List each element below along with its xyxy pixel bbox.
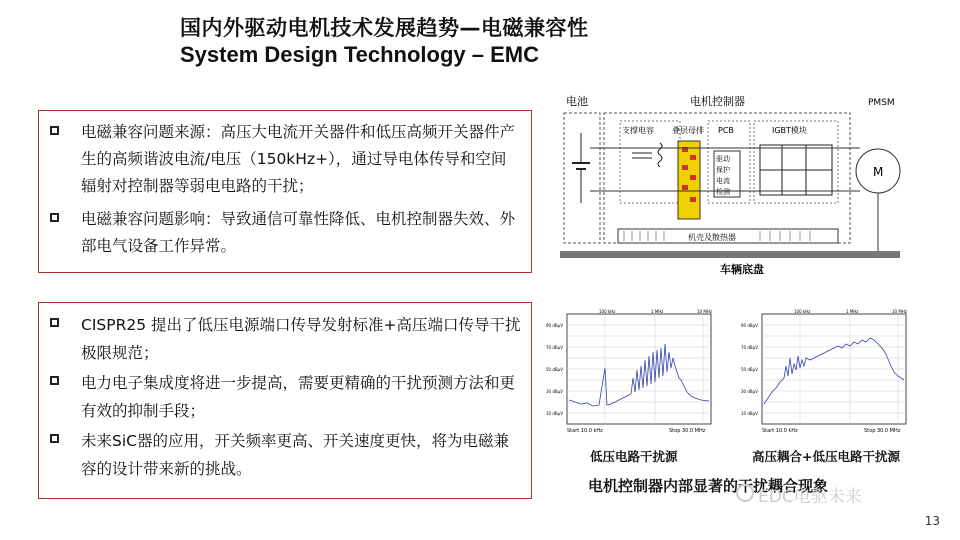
- igbt-label: IGBT模块: [772, 126, 807, 135]
- y-tick-label: 50 dBμV: [741, 367, 758, 372]
- bullet-text: CISPR25 提出了低压电源端口传导发射标准+高压端口传导干扰极限规范；: [81, 316, 521, 362]
- bullet-text: 电力电子集成度将进一步提高，需要更精确的干扰预测方法和更有效的抑制手段；: [81, 374, 516, 420]
- bullet-item: [47, 119, 521, 200]
- sample-label: 电流: [716, 177, 730, 185]
- chassis-bar: [560, 251, 900, 258]
- y-tick-label: 50 dBμV: [546, 367, 563, 372]
- emc-source-box: [38, 110, 532, 273]
- controller-label: 电机控制器: [690, 95, 745, 108]
- protect-label: 保护: [716, 166, 730, 174]
- pmsm-label: PMSM: [868, 98, 895, 108]
- coupling-caption: 电机控制器内部显著的干扰耦合现象: [588, 477, 829, 495]
- chassis-label: 车辆底盘: [720, 263, 764, 276]
- freq-mark-100k: 100 kHz: [794, 309, 811, 314]
- x-stop-label: Stop 30.0 MHz: [864, 428, 901, 434]
- y-tick-label: 10 dBμV: [546, 411, 563, 416]
- square-bullet-icon: [50, 434, 59, 443]
- square-bullet-icon: [50, 213, 59, 222]
- y-tick-label: 70 dBμV: [741, 345, 758, 350]
- square-bullet-icon: [50, 376, 59, 385]
- x-stop-label: Stop 30.0 MHz: [669, 428, 706, 434]
- battery-box: [564, 113, 600, 243]
- bullet-text: 电磁兼容问题来源：高压大电流开关器件和低压高频开关器件产生的高频谐波电流/电压（150kHz+），通过导电体传导和空间辐射对控制器等弱电电路的干扰；: [81, 123, 516, 195]
- y-tick-label: 10 dBμV: [741, 411, 758, 416]
- emc-system-diagram: [560, 93, 928, 278]
- bullet-item: [47, 206, 521, 260]
- freq-mark-10m: 10 MHz: [892, 309, 907, 314]
- spectrum-chart-high-voltage: [740, 308, 910, 438]
- square-bullet-icon: [50, 126, 59, 135]
- battery-icon: [572, 133, 590, 203]
- slide-title-cn: 国内外驱动电机技术发展趋势—电磁兼容性: [180, 16, 589, 40]
- emc-trend-box: [38, 302, 532, 499]
- freq-mark-1m: 1 MHz: [846, 309, 859, 314]
- bullet-item: [47, 427, 521, 483]
- detect-label: 检测: [716, 188, 730, 196]
- x-start-label: Start 10.0 kHz: [762, 428, 798, 434]
- bullet-text: 未来SiC器的应用，开关频率更高、开关速度更快，将为电磁兼容的设计带来新的挑战。: [81, 432, 509, 478]
- busbar-block: [678, 141, 700, 219]
- chart-caption-low: 低压电路干扰源: [590, 449, 678, 464]
- chart-caption-high: 高压耦合+低压电路干扰源: [752, 449, 900, 464]
- y-tick-label: 30 dBμV: [546, 389, 563, 394]
- watermark: EDC电驱未来: [758, 487, 862, 507]
- y-tick-label: 90 dBμV: [741, 323, 758, 328]
- capacitor-icon: [632, 143, 662, 167]
- cap-label: 支撑电容: [622, 126, 654, 135]
- page-number: 13: [924, 514, 940, 528]
- y-tick-label: 90 dBμV: [546, 323, 563, 328]
- spectrum-chart-low-voltage: [545, 308, 715, 438]
- square-bullet-icon: [50, 318, 59, 327]
- y-tick-label: 70 dBμV: [546, 345, 563, 350]
- igbt-module-icon: [760, 145, 832, 195]
- drive-label: 驱动: [716, 155, 730, 163]
- pcb-label: PCB: [718, 126, 734, 135]
- wechat-watermark-icon: [736, 484, 754, 502]
- busbar-label: 叠层母排: [672, 126, 704, 135]
- housing-label: 机壳及散热器: [688, 233, 736, 242]
- slide-title-en: System Design Technology – EMC: [180, 42, 540, 67]
- x-start-label: Start 10.0 kHz: [567, 428, 603, 434]
- bullet-text: 电磁兼容问题影响：导致通信可靠性降低、电机控制器失效、外部电气设备工作异常。: [81, 210, 516, 255]
- freq-mark-100k: 100 kHz: [599, 309, 616, 314]
- freq-mark-1m: 1 MHz: [651, 309, 664, 314]
- y-tick-label: 30 dBμV: [741, 389, 758, 394]
- motor-label: M: [873, 165, 884, 179]
- battery-label: 电池: [566, 95, 588, 108]
- freq-mark-10m: 10 MHz: [697, 309, 712, 314]
- bullet-item: [47, 369, 521, 425]
- bullet-item: [47, 311, 521, 367]
